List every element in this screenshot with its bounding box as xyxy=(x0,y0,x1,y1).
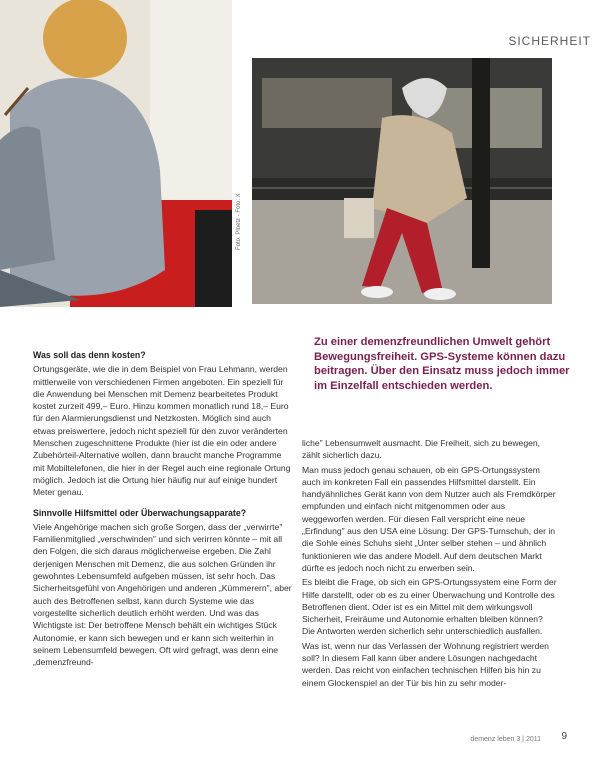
heading-hilfsmittel: Sinnvolle Hilfsmittel oder Überwachungsapparate? xyxy=(33,507,247,518)
text-column-left xyxy=(33,349,295,670)
page-number: 9 xyxy=(561,731,567,742)
paragraph: Man muss jedoch genau schauen, ob ein GPS-Ortungssystem auch im konkreten Fall ein passendes Hilfsmittel darstellt. Ein handyähnliches Gerät kann von dem Nutzer auch als Fremdkörper empfunden und einfach nicht mitgenommen oder aus weggeworfen werden. Für diesen Fall verspricht eine neue „Erfindung" aus den USA eine Lösung: Der GPS-Turnschuh, der in die Sohle eines Schuhs sieht „Unter selber stehen – und ähnlich funktionieren wie das andere Modell. Auf dem deutschen Markt dürfte es jedoch noch nicht zu erwerben sein. xyxy=(302,464,556,573)
pull-quote: Zu einer demenzfreundlichen Umwelt gehört Bewegungsfreiheit. GPS-Systeme können dazu beitragen. Über den Einsatz muss jedoch immer im Einzelfall entschieden werden. xyxy=(314,336,570,392)
paragraph: Viele Angehörige machen sich große Sorgen, dass der „verwirrte" Familienmitglied „verschwinden" und sich verirren könnte – mit all den Folgen, die sich daraus möglicherweise ergeben. Die Zahl derjenigen Menschen mit Demenz, die aus solchen Gründen ihr gewohntes Lebensumfeld aufgeben müssen, ist sehr hoch. Das Sicherheitsgefühl von Angehörigen und anderen „Kümmerern", aber auch des Betroffenen selbst, kann durch Systeme wie das vorgestellte sicherlich deutlich erhöht werden. Und was das Wichtigste ist: Der betroffene Mensch behält ein wichtiges Stück Autonomie, er kann sich bewegen und er kann sich weiterhin in seinem Lebensumfeld bewegen. Oft wird gefragt, was denn eine „demenzfreund- xyxy=(33,521,292,668)
magazine-footer: demenz leben 3 | 2011 xyxy=(470,736,541,743)
heading-kosten: Was soll das denn kosten? xyxy=(33,350,146,360)
photo-woman-walking-image xyxy=(252,58,552,304)
text-column-right xyxy=(302,437,558,691)
photo-woman-seated xyxy=(0,0,232,307)
photo-woman-seated-image xyxy=(0,0,232,307)
photo-credit: Foto: Ploetz - Foto: X xyxy=(236,193,242,250)
paragraph: Was ist, wenn nur das Verlassen der Wohnung registriert werden soll? In diesem Fall kann über andere Lösungen nachgedacht werden. Das reicht von einfachen technischen Hilfen bis hin zu einem Glockenspiel an der Tür bis hin zu sehr moder- xyxy=(302,640,549,688)
photo-woman-walking xyxy=(252,58,552,304)
paragraph: liche" Lebensumwelt ausmacht. Die Freiheit, sich zu bewegen, zählt sicherlich dazu. xyxy=(302,438,541,461)
paragraph: Ortungsgeräte, wie die in dem Beispiel von Frau Lehmann, werden mittlerweile von verschiedenen Firmen angeboten. Ein speziell für die Anwendung bei Menschen mit Demenz bearbeitetes Produkt kostet zurzeit 499,– Euro. Hinzu kommen monatlich rund 18,– Euro für den Alarmierungsdienst und Netzkosten. Möglich sind auch etwas preiswertere, jedoch nicht speziell für den zuvor veränderten Menschen zugeschnittene Produkte (hier ist die ein oder andere Zubehörteil-Alternative wollen, dann braucht manche Programme mit Mobiltelefonen, die hier in der Regel auch eine regionale Ortung möglich. Jedoch ist die Ortung hier häufig nur auf einige hundert Meter genau. xyxy=(33,364,291,498)
paragraph: Es bleibt die Frage, ob sich ein GPS-Ortungssystem eine Form der Hilfe darstellt, oder ob es zu einer Überwachung und Kontrolle des Betroffenen dient. Oder ist es ein Mittel mit dem wirkungsvoll Sicherheit, Freiräume und Autonomie erhalten bleiben können? Die Antworten werden sicherlich sehr unterschiedlich ausfallen. xyxy=(302,577,557,637)
section-label: SICHERHEIT xyxy=(508,34,591,48)
